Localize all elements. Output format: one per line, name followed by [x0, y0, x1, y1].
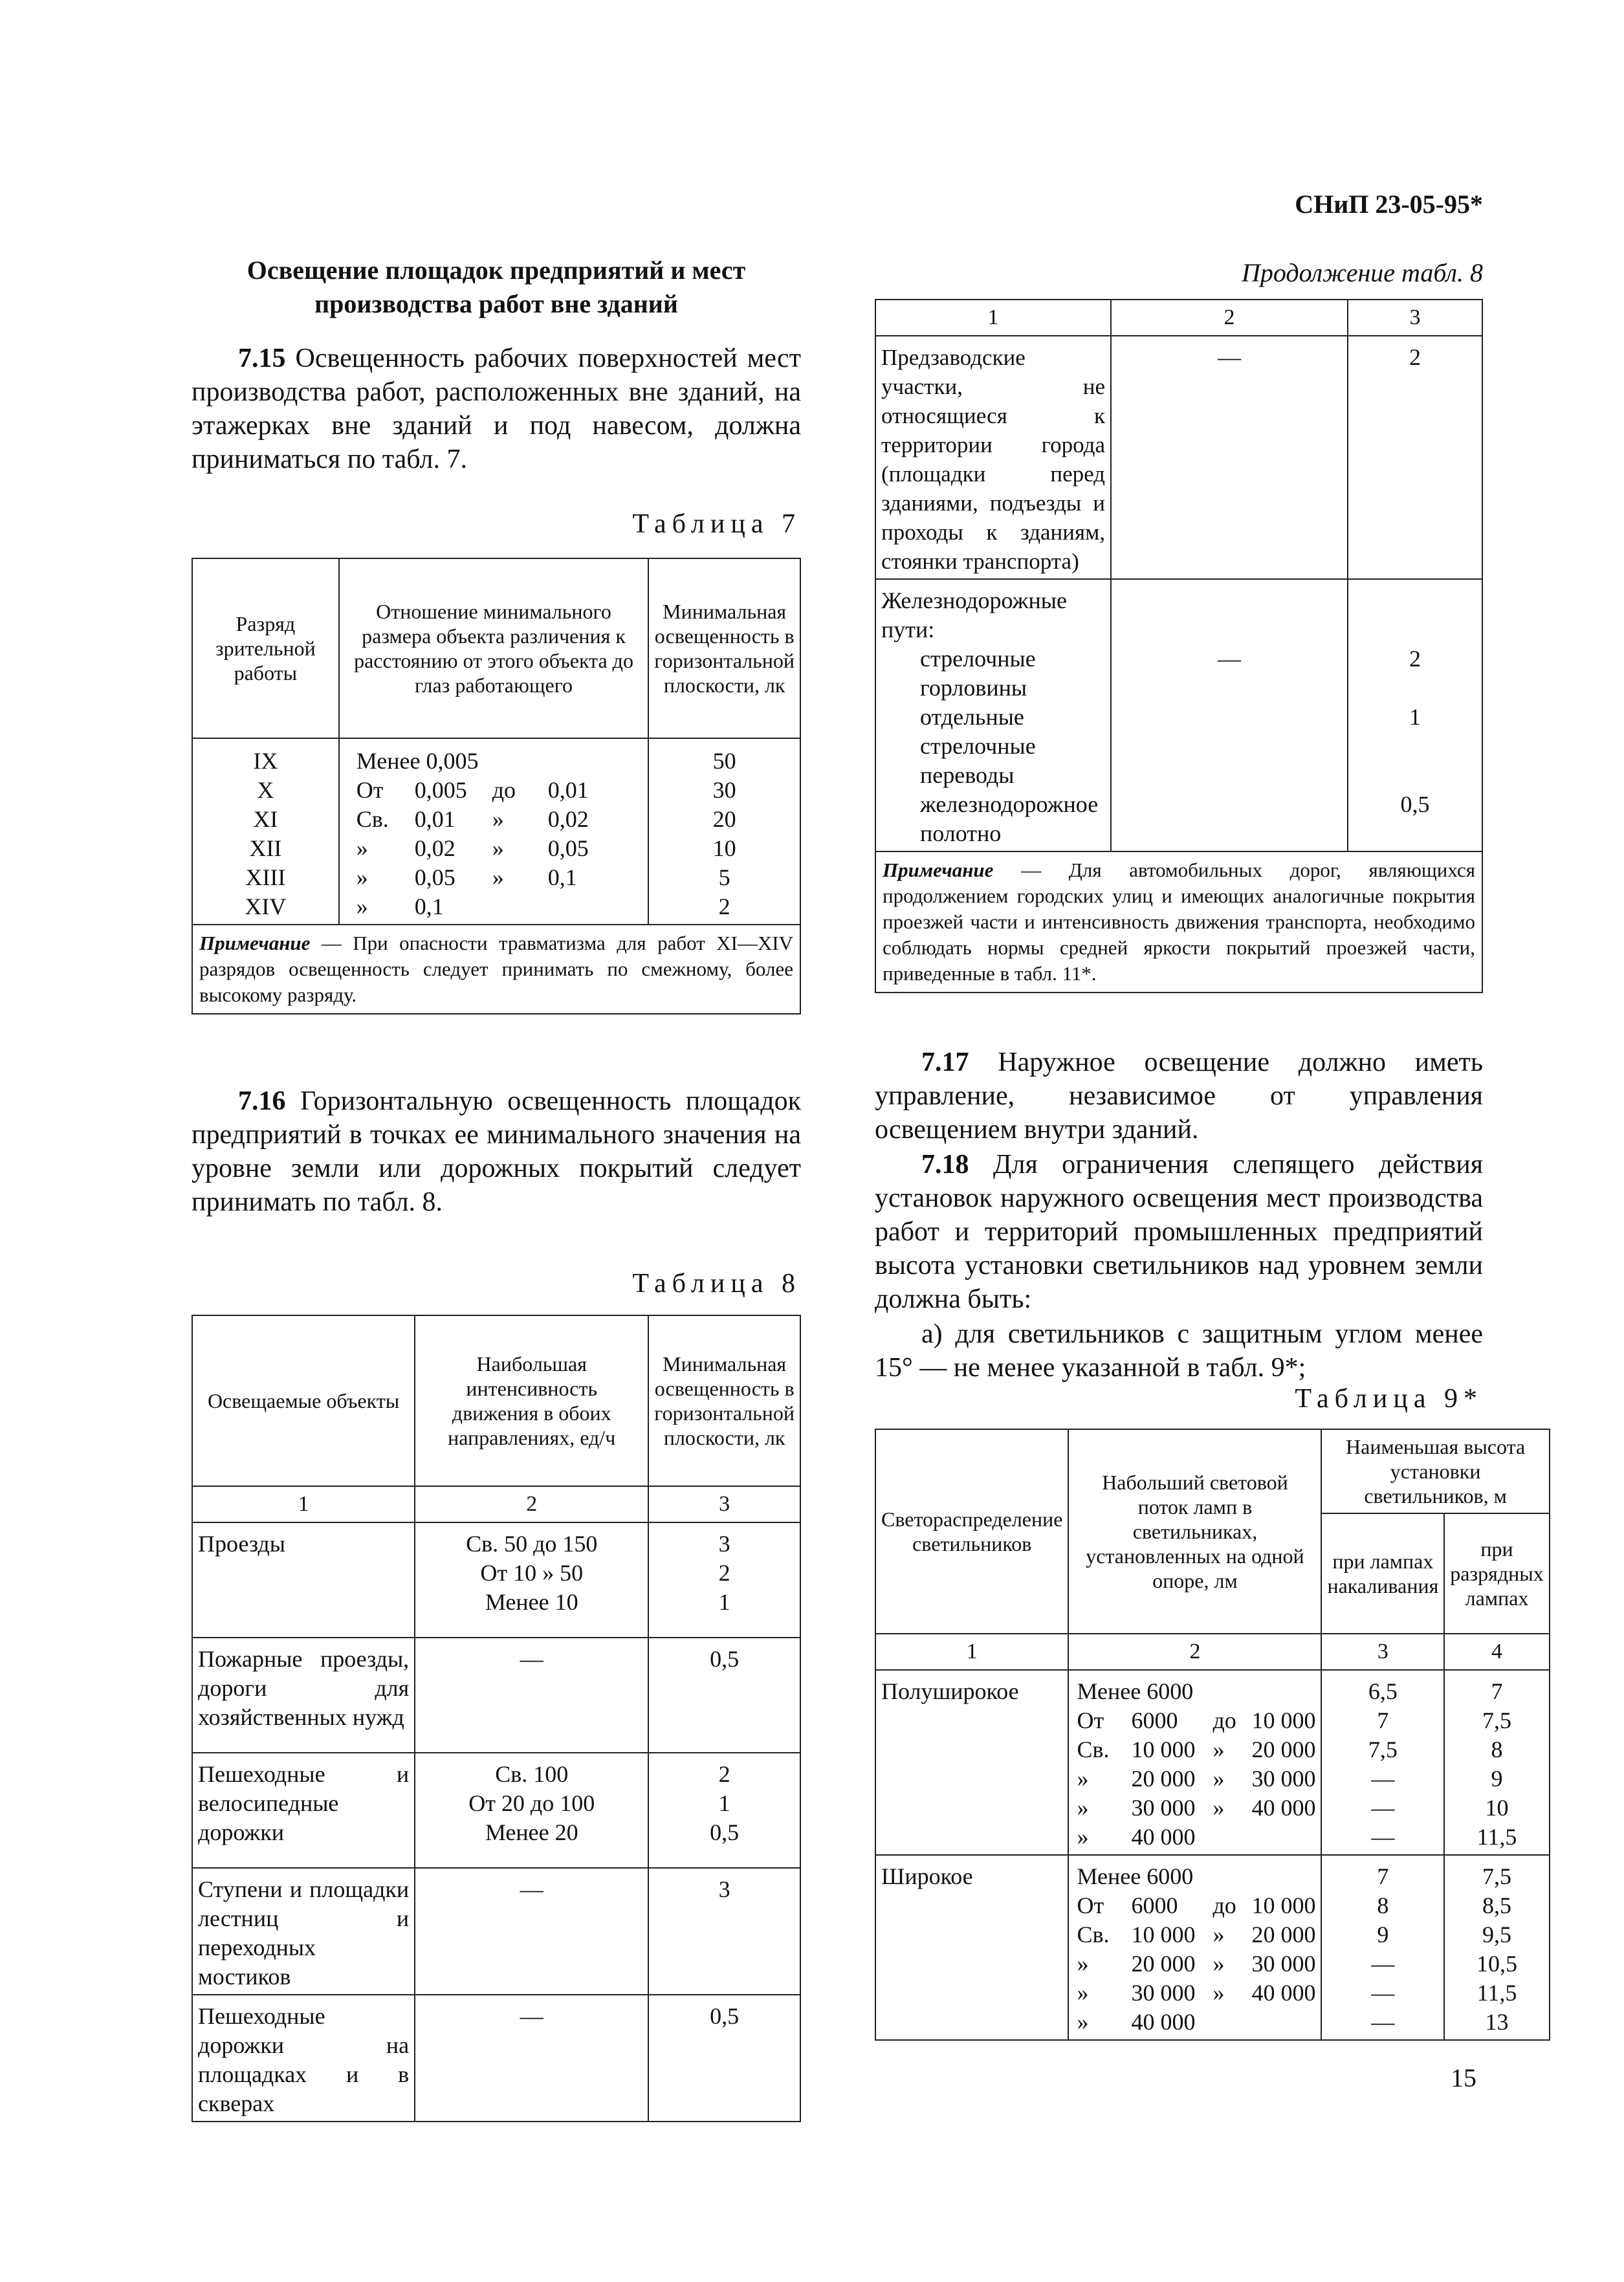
table7-header-lux: Минимальная освещенность в горизонтальной плоскости, лк: [648, 558, 800, 738]
paragraph-number: 7.15: [238, 344, 286, 373]
table8-colnum: 3: [648, 1486, 800, 1522]
table7-grade-column: IX X XI XII XIII XIV: [192, 738, 339, 925]
table8-lux: 3: [648, 1868, 800, 1995]
table8-header-traffic: Наибольшая интенсивность движения в обоих направлениях, ед/ч: [415, 1315, 648, 1486]
page-number: 15: [1451, 2063, 1476, 2092]
table7-ratio-column: Менее 0,005 От 0,005 до 0,01 Св. 0,01 » 0,02 » 0,02 » 0,05 » 0,05 » 0,1 » 0,1: [339, 738, 649, 925]
table8-lux: 3 2 1: [648, 1522, 800, 1638]
table9-flux: Менее 6000 От 6000 до 10 000 Св. 10 000 » 20 000 » 20 000 » 30 000 » 30 000 » 40 000 » 40 000: [1068, 1670, 1321, 1855]
table8-continuation: [875, 299, 1483, 993]
table7-note: Примечание — При опасности травматизма для работ XI—XIV разрядов освещенность следует принимать по смежному, более высокому разряду.: [192, 925, 800, 1014]
table7-body-row: [192, 738, 800, 925]
paragraph-text: Горизонтальную освещенность площадок предприятий в точках ее минимального значения на уровне земли или дорожных покрытий следует принимать по табл. 8.: [192, 1086, 801, 1217]
table8-lux: 2: [1348, 336, 1482, 579]
paragraph-7-17: [875, 1046, 1483, 1146]
document-code: СНиП 23-05-95*: [1295, 190, 1483, 219]
paragraph-7-16: [192, 1084, 801, 1219]
paragraph-number: 7.17: [921, 1048, 969, 1077]
table-row: [875, 1670, 1550, 1855]
table8-lux: 0,5: [648, 1638, 800, 1753]
table8-object: Пешеходные и велосипедные дорожки: [192, 1753, 415, 1868]
table8-traffic: —: [415, 1995, 648, 2122]
table9-incandescent: 6,5 7 7,5 — — —: [1321, 1670, 1444, 1855]
paragraph-number: 7.18: [921, 1150, 969, 1179]
table8-traffic: Св. 100 От 20 до 100 Менее 20: [415, 1753, 648, 1868]
table8-colnum: 1: [192, 1486, 415, 1522]
table8-lux: 2 1 0,5: [648, 1753, 800, 1868]
table9-header-discharge: при разрядных лампах: [1444, 1513, 1549, 1634]
paragraph-text: Освещенность рабочих поверхностей мест производства работ, расположенных вне зданий, на этажерках вне зданий и под навесом, должна приниматься по табл. 7.: [192, 344, 801, 474]
table9-discharge: 7,5 8,5 9,5 10,5 11,5 13: [1444, 1855, 1549, 2040]
table7-caption: Таблица 7: [632, 509, 801, 539]
table9-colnum: 4: [1444, 1634, 1549, 1670]
section-heading: [192, 254, 801, 321]
table8-colnum: 3: [1348, 300, 1482, 336]
table8-header-lux: Минимальная освещенность в горизонтальной плоскости, лк: [648, 1315, 800, 1486]
table-row: [875, 336, 1482, 579]
table-row: [192, 1995, 800, 2122]
table8-colnum: 2: [415, 1486, 648, 1522]
paragraph-7-18: [875, 1148, 1483, 1316]
section-heading-line1: Освещение площадок предприятий и мест: [247, 256, 746, 285]
table8-colnum: 2: [1111, 300, 1348, 336]
table-row: [192, 1638, 800, 1753]
table-row: [192, 1753, 800, 1868]
table7: [192, 558, 801, 1015]
table8-object: Железнодорожные пути: стрелочные горловины отдельные стрелочные переводы железнодорожное полотно: [875, 579, 1111, 851]
table9-incandescent: 7 8 9 — — —: [1321, 1855, 1444, 2040]
table9-header-incandescent: при лампах накаливания: [1321, 1513, 1444, 1634]
paragraph-number: 7.16: [238, 1086, 286, 1116]
paragraph-7-15: [192, 342, 801, 476]
paragraph-text: Для ограничения слепящего действия установок наружного освещения мест производства работ и территорий промышленных предприятий высота установки светильников над уровнем земли должна быть:: [875, 1150, 1484, 1314]
table7-lux-column: 50 30 20 10 5 2: [648, 738, 800, 925]
table9-header-distribution: Светораспределение светильников: [875, 1429, 1068, 1634]
table9-discharge: 7 7,5 8 9 10 11,5: [1444, 1670, 1549, 1855]
table8-header-object: Освещаемые объекты: [192, 1315, 415, 1486]
table8-object: Проезды: [192, 1522, 415, 1638]
table9-distribution: Полуширокое: [875, 1670, 1068, 1855]
table8-object: Ступени и площадки лестниц и переходных мостиков: [192, 1868, 415, 1995]
paragraph-text: Наружное освещение должно иметь управление, независимое от управления освещением внутри зданий.: [875, 1048, 1484, 1145]
section-heading-line2: производства работ вне зданий: [314, 289, 678, 318]
paragraph-7-18-a: а) для светильников с защитным углом менее 15° — не менее указанной в табл. 9*;: [875, 1319, 1483, 1383]
table-row: [875, 579, 1482, 851]
table8-object: Пешеходные дорожки на площадках и в скверах: [192, 1995, 415, 2122]
table8-traffic: —: [1111, 336, 1348, 579]
table8-lux: 2 1 0,5: [1348, 579, 1482, 851]
table9-distribution: Широкое: [875, 1855, 1068, 2040]
table8-lux: 0,5: [648, 1995, 800, 2122]
table8-traffic: —: [1111, 579, 1348, 851]
table8: [192, 1315, 801, 2122]
table8-note: Примечание — Для автомобильных дорог, являющихся продолжением городских улиц и имеющих аналогичные покрытия проезжей части и интенсивность движения транспорта, необходимо соблюдать нормы средней яркости покрытий проезжей части, приведенные в табл. 11*.: [875, 851, 1482, 993]
table9-colnum: 3: [1321, 1634, 1444, 1670]
table9-flux: Менее 6000 От 6000 до 10 000 Св. 10 000 » 20 000 » 20 000 » 30 000 » 30 000 » 40 000 » 40 000: [1068, 1855, 1321, 2040]
table8-colnum: 1: [875, 300, 1111, 336]
table8-traffic: —: [415, 1868, 648, 1995]
table-row: [192, 1868, 800, 1995]
table8-traffic: —: [415, 1638, 648, 1753]
table8-object: Пожарные проезды, дороги для хозяйственных нужд: [192, 1638, 415, 1753]
table9-header-flux: Набольший световой поток ламп в светильниках, установленных на одной опоре, лм: [1068, 1429, 1321, 1634]
table8-continuation-caption: Продолжение табл. 8: [1241, 258, 1483, 287]
table8-object: Предзаводские участки, не относящиеся к территории города (площадки перед зданиями, подъезды и проходы к зданиям, стоянки транспорта): [875, 336, 1111, 579]
table8-traffic: Св. 50 до 150 От 10 » 50 Менее 10: [415, 1522, 648, 1638]
table9-caption: Таблица 9*: [1295, 1384, 1483, 1414]
table8-caption: Таблица 8: [632, 1269, 801, 1299]
table7-header-ratio: Отношение минимального размера объекта различения к расстоянию от этого объекта до глаз работающего: [339, 558, 649, 738]
table-row: [875, 1855, 1550, 2040]
table-row: [192, 1522, 800, 1638]
table9-colnum: 1: [875, 1634, 1068, 1670]
table9-colnum: 2: [1068, 1634, 1321, 1670]
table7-header-grade: Разряд зрительной работы: [192, 558, 339, 738]
table9-header-height: Наименьшая высота установки светильников, м: [1321, 1429, 1549, 1513]
table9: [875, 1429, 1544, 2041]
